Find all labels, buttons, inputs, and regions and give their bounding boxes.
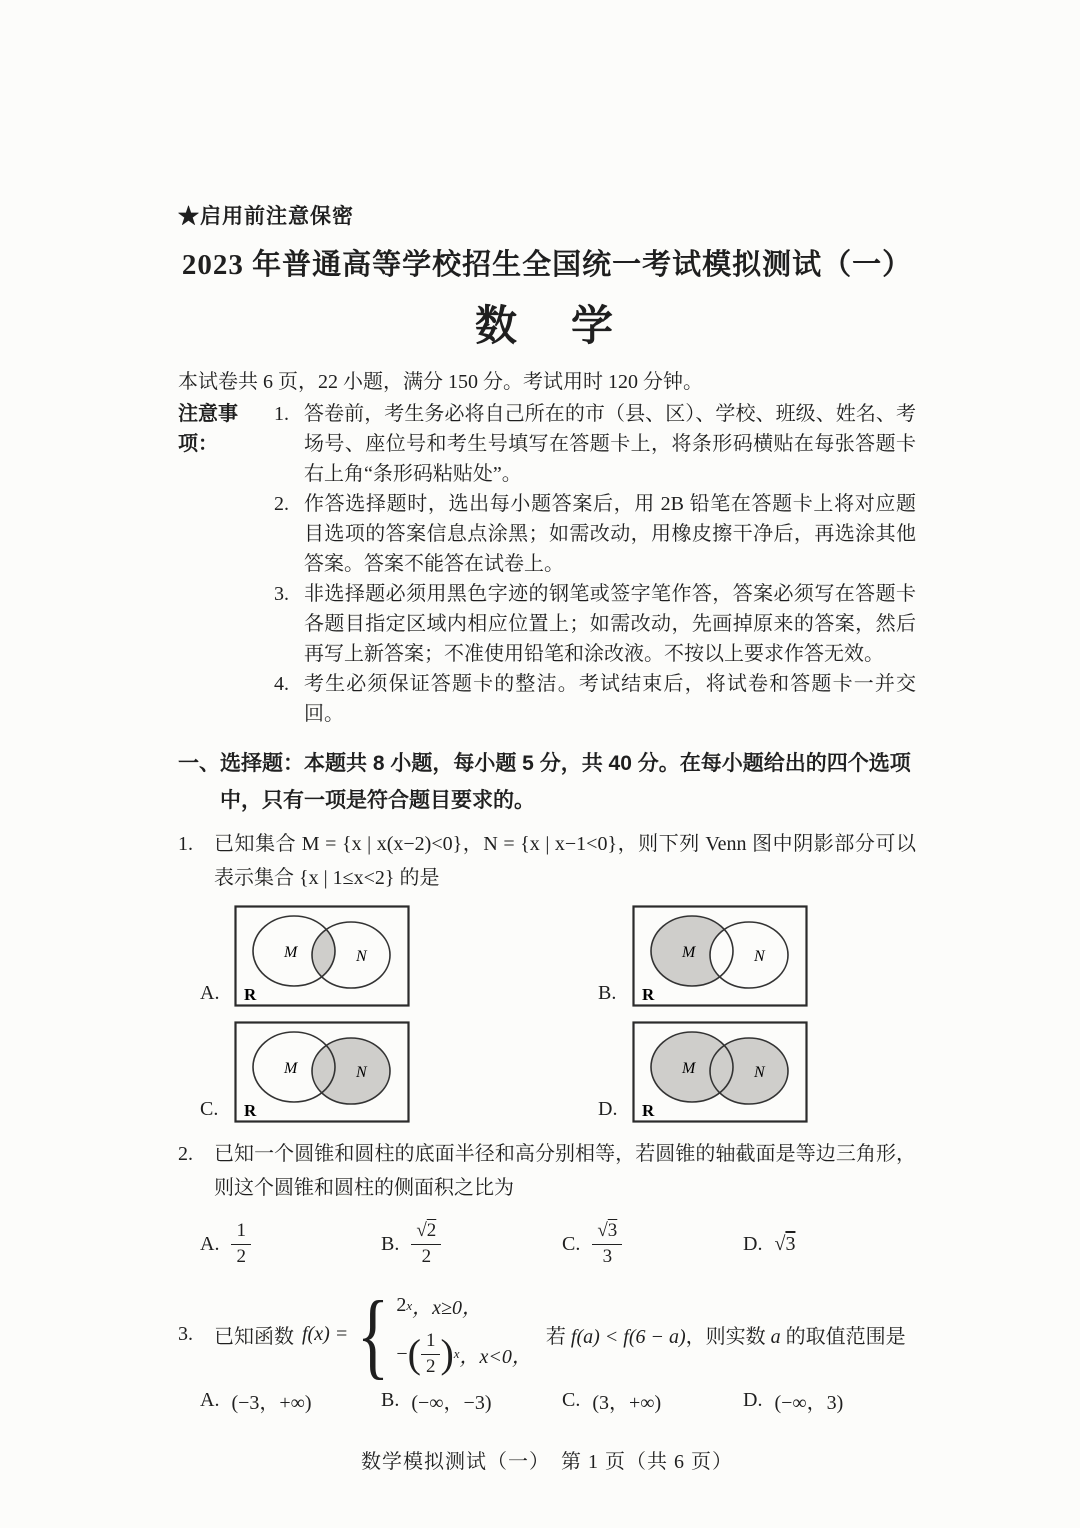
- venn-diagram-c: [234, 1021, 410, 1123]
- set-m-label: M: [284, 1060, 298, 1077]
- notes-label: 注意事项：: [178, 403, 238, 455]
- option-label: D.: [743, 1232, 763, 1255]
- set-n-label: N: [356, 1064, 367, 1081]
- note-number: 3.: [274, 583, 289, 605]
- exam-info: 本试卷共 6 页，22 小题，满分 150 分。考试用时 120 分钟。: [178, 371, 703, 393]
- set-n-label: N: [356, 948, 367, 965]
- option-label: C.: [200, 1098, 219, 1120]
- section-1-heading: [178, 745, 916, 819]
- piecewise-brace: {: [357, 1281, 390, 1388]
- question-text-after: 若 f(a) < f(6 − a)，则实数 a 的取值范围是: [545, 1326, 906, 1349]
- option-value: (−3，+∞): [231, 1392, 312, 1415]
- security-note: ★启用前注意保密: [178, 205, 354, 228]
- sqrt-value: √3: [774, 1232, 796, 1255]
- note-item: [178, 579, 916, 669]
- venn-diagram-d: [632, 1021, 808, 1123]
- fraction-value: $\frac{1}{2}$: [421, 1330, 441, 1379]
- option-label: C.: [562, 1232, 581, 1255]
- note-item: [178, 399, 916, 489]
- note-text: 答卷前，考生务必将自己所在的市（县、区）、学校、班级、姓名、考场号、座位号和考生号填写在答题卡上，将条形码横贴在每张答题卡右上角“条形码粘贴处”。: [304, 403, 916, 485]
- venn-option-d: [576, 1021, 916, 1123]
- question-3-options: [178, 1383, 916, 1419]
- venn-option-b: [576, 905, 916, 1007]
- option-label: B.: [381, 1232, 400, 1255]
- fraction-value: $\frac{√3}{3}$: [592, 1220, 622, 1269]
- venn-options: [178, 905, 916, 1123]
- case-1: 2 x ，x≥0，: [396, 1294, 482, 1319]
- universe-label: R: [642, 985, 655, 1004]
- left-paren: (: [407, 1331, 421, 1377]
- option-c: [562, 1386, 743, 1415]
- option-value: (−∞，3): [774, 1392, 844, 1415]
- right-paren: ): [440, 1331, 454, 1377]
- note-number: 1.: [274, 403, 289, 425]
- question-1: [178, 827, 916, 895]
- notes-section: [178, 399, 916, 729]
- venn-option-a: [178, 905, 576, 1007]
- option-d: [743, 1233, 795, 1256]
- question-text: 已知一个圆锥和圆柱的底面半径和高分别相等，若圆锥的轴截面是等边三角形，则这个圆锥和圆柱的侧面积之比为: [214, 1143, 916, 1199]
- question-3-statement: [214, 1281, 916, 1388]
- option-label: B.: [381, 1389, 400, 1412]
- option-label: A.: [200, 1389, 220, 1412]
- option-value: (3，+∞): [592, 1392, 662, 1415]
- question-3: [178, 1281, 916, 1388]
- option-b: [381, 1386, 562, 1415]
- option-a: [200, 1220, 381, 1269]
- question-number: 1.: [178, 833, 193, 855]
- option-b: [381, 1220, 562, 1269]
- page-footer: 数学模拟测试（一） 第 1 页（共 6 页）: [361, 1450, 733, 1473]
- question-2: [178, 1137, 916, 1205]
- option-c: [562, 1220, 743, 1269]
- option-label: A.: [200, 1232, 220, 1255]
- option-label: A.: [200, 982, 220, 1004]
- set-m-label: M: [682, 1060, 696, 1077]
- case-2: − ( $\frac{1}{2}$ ) x ，x<0，: [396, 1330, 532, 1377]
- universe-label: R: [244, 985, 257, 1004]
- note-item: [178, 669, 916, 729]
- option-label: C.: [562, 1389, 581, 1412]
- venn-option-c: [178, 1021, 576, 1123]
- set-n-label: N: [754, 1064, 765, 1081]
- function-notation: f(x) =: [302, 1323, 349, 1346]
- venn-diagram-a: [234, 905, 410, 1007]
- option-label: D.: [598, 1098, 618, 1120]
- set-m-label: M: [284, 944, 298, 961]
- question-text: 已知函数: [214, 1326, 294, 1349]
- exam-title: 2023 年普通高等学校招生全国统一考试模拟测试（一）: [181, 249, 913, 281]
- set-m-label: M: [682, 944, 696, 961]
- piecewise-cases: [396, 1291, 532, 1379]
- option-label: B.: [598, 982, 617, 1004]
- option-a: [200, 1386, 381, 1415]
- section-number: 一、: [178, 752, 220, 775]
- universe-label: R: [642, 1101, 655, 1120]
- option-d: [743, 1386, 843, 1415]
- fraction-value: $\frac{√2}{2}$: [411, 1220, 441, 1269]
- option-value: (−∞，−3): [411, 1392, 492, 1415]
- fraction-value: $\frac{1}{2}$: [231, 1220, 251, 1269]
- universe-label: R: [244, 1101, 257, 1120]
- note-number: 4.: [274, 673, 289, 695]
- note-item: [178, 489, 916, 579]
- subject-title: 数 学: [474, 302, 619, 349]
- question-2-options: [178, 1215, 916, 1273]
- sqrt-symbol: √3: [597, 1219, 618, 1241]
- section-heading-text: 选择题：本题共 8 小题，每小题 5 分，共 40 分。在每小题给出的四个选项中，只有一项是符合题目要求的。: [220, 752, 911, 812]
- note-text: 非选择题必须用黑色字迹的钢笔或签字笔作答，答案必须写在答题卡各题目指定区域内相应位置上；如需改动，先画掉原来的答案，然后再写上新答案；不准使用铅笔和涂改液。不按以上要求作答无效。: [304, 583, 916, 665]
- note-text: 作答选择题时，选出每小题答案后，用 2B 铅笔在答题卡上将对应题目选项的答案信息点涂黑；如需改动，用橡皮擦干净后，再选涂其他答案。答案不能答在试卷上。: [304, 493, 916, 575]
- set-n-label: N: [754, 948, 765, 965]
- note-text: 考生必须保证答题卡的整洁。考试结束后，将试卷和答题卡一并交回。: [304, 673, 916, 725]
- note-number: 2.: [274, 493, 289, 515]
- option-label: D.: [743, 1389, 763, 1412]
- sqrt-symbol: √2: [416, 1219, 437, 1241]
- venn-diagram-b: [632, 905, 808, 1007]
- question-number: 2.: [178, 1143, 193, 1165]
- question-text: 已知集合 M = {x | x(x−2)<0}，N = {x | x−1<0}，则下列 Venn 图中阴影部分可以表示集合 {x | 1≤x<2} 的是: [214, 833, 916, 889]
- question-number: 3.: [178, 1323, 193, 1346]
